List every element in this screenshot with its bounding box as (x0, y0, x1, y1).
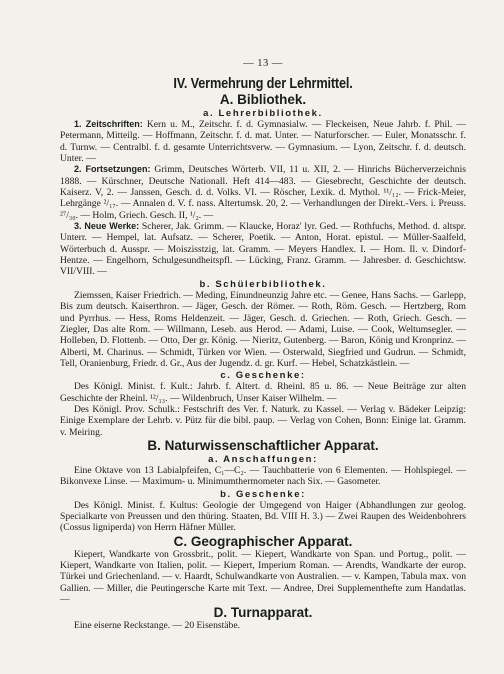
geography-text: Kiepert, Wandkarte von Grossbrit., polit. — Kiepert, Wandkarte von Span. und Portug., polit. — Kiepert, Wandkarte von Italien, polit. — Kiepert, Imperium Roman. — Arendts, Wandkarte der europ. Türkei und Griechenland. — v. Haardt, Schulwandkarte von Australien. — v. Kampen, Tabula max. von Gallien. — Miller, die Peutingersche Karte mit Text. — Andree, Drei Supplementhefte zum Handatlas. — (60, 548, 466, 606)
library-gifts-heading: c. Geschenke: (220, 370, 306, 382)
library-gift-entry: Des Königl. Prov. Schulk.: Festschrift des Ver. f. Naturk. zu Kassel. — Verlag v. Bädeker Leipzig: Einige Exemplare der Lehrb. v. Pütz für die bibl. paup. — Verlag von Cohen, Bonn: Einige lat. Gramm. v. Meiring. (60, 403, 466, 438)
science-purchases-text: Eine Oktave von 13 Labialpfeifen, C₁—C₂. — Tauchbatterie von 6 Elementen. — Hohlspiegel. — Bikonvexe Linse. — Maximum- u. Minimumthermometer nach Six. — Gasometer. (60, 464, 466, 488)
gymnastics-text: Eine eiserne Reckstange. — 20 Eisenstäbe. (74, 620, 240, 632)
science-gifts-text: Des Königl. Minist. f. Kultus: Geologie der Umgegend von Haiger (Abhandlungen zur geolog. Specialkarte von Preussen und den thüring. Staaten, Bd. VIII H. 3.) — Zwei Raupen des Weidenbohrers (Cossus ligniperda) von Herrn Häfner Müller. (60, 499, 466, 534)
science-gifts-heading: b. Geschenke: (220, 488, 306, 500)
science-heading: B. Naturwissenschaftlicher Apparat. (147, 437, 379, 453)
library-entry (60, 119, 466, 164)
entry-label: 3. Neue Werke: (74, 221, 140, 232)
library-entry (60, 221, 466, 278)
student-library-text: Ziemssen, Kaiser Friedrich. — Meding, Einundneunzig Jahre etc. — Genee, Hans Sachs. — Garlepp, Bis zum deutsch. Kaiserthron. — Jäger, Gesch. der Römer. — Roth, Röm. Gesch. — Hertzberg, Rom und Pyrrhus. — Hess, Roms Heldenzeit. — Jäger, Gesch. d. Griechen. — Roth, Griech. Gesch. — Ziegler, Das alte Rom. — Willmann, Leseb. aus Herod. — Adami, Luise. — Cook, Weltumsegler. — Holleben, D. Flottenb. — Otto, Der gr. König. — Nieritz, Gutenberg. — Baron, König und Kronprinz. — Alberti, M. Charinus. — Schmidt, Türken vor Wien. — Osterwald, Siegfried und Gudrun. — Schmidt, Tell, Oranienburg, Friedr. d. Gr., Aus der Jugendz. d. gr. Kurf. — Hebel, Schatzkästlein. — (60, 289, 466, 369)
science-purchases-heading: a. Anschaffungen: (208, 453, 318, 465)
entry-label: 2. Fortsetzungen: (74, 164, 151, 175)
gymnastics-heading: D. Turnapparat. (213, 605, 313, 621)
library-heading: A. Bibliothek. (219, 92, 307, 107)
entry-text: Scherer, Jak. Grimm. — Klaucke, Horaz' lyr. Ged. — Rothfuchs, Method. d. altspr. Unterr. — Hempel, lat. Aufsatz. — Scherer, Poetik. — Anton, Horat. epistul. — Müller-Saalfeld, Wörterbuch d. Ausspr. — Moiszisstzig, lat. Gramm. — Meyers Handlex. I. — Hom. Il. v. Dindorf-Hentze. — Engelhorn, Schulgesundheitspfl. — Lücking, Franz. Gramm. — Jahresber. d. Geschichtsw. VII/VIII. — (60, 221, 466, 278)
section-title: IV. Vermehrung der Lehrmittel. (173, 76, 353, 92)
library-entry (60, 164, 466, 221)
entry-text: Kern u. M., Zeitschr. f. d. Gymnasialw. — Fleckeisen, Neue Jahrb. f. Phil. — Petermann, Mitteilg. — Hoffmann, Zeitschr. f. d. mat. Unter. — Naturforscher. — Euler, Monatsschr. f. d. Turnw. — Centralbl. f. d. gesamte Unterrichtsverw. — Gymnasium. — Lyon, Zeitschr. f. d. deutsch. Unter. — (60, 119, 466, 165)
geography-heading: C. Geographischer Apparat. (173, 533, 353, 549)
library-gift-entry: Des Königl. Minist. f. Kult.: Jahrb. f. Altert. d. Rheinl. 85 u. 86. — Neue Beiträge zur alten Geschichte der Rheinl. ¹²/₁₃. — Wildenbruch, Unser Kaiser Wilhelm. — (60, 381, 466, 404)
page-number: — 13 — (243, 58, 283, 69)
entry-text: Grimm, Deutsches Wörterb. VII, 11 u. XII, 2. — Hinrichs Bücherverzeichnis 1888. — Kürschner, Deutsche Nationall. Heft 414—483. — Giesebrecht, Geschichte der deutsch. Kaiserz. V, 2. — Janssen, Gesch. d. d. Volks. VI. — Röscher, Lexik. d. Mythol. ¹¹/₁₂. — Frick-Meier, Lehrgänge ²/₁₇. — Annalen d. V. f. nass. Altertumsk. 20, 2. — Verhandlungen der Direkt.-Vers. i. Preuss. ²⁷/₃₀. — Holm, Griech. Gesch. II, ¹/₂. — (60, 164, 466, 221)
teacher-library-heading: a. Lehrerbibliothek. (203, 108, 323, 119)
entry-label: 1. Zeitschriften: (74, 119, 143, 129)
student-library-heading: b. Schülerbibliothek. (199, 278, 327, 290)
